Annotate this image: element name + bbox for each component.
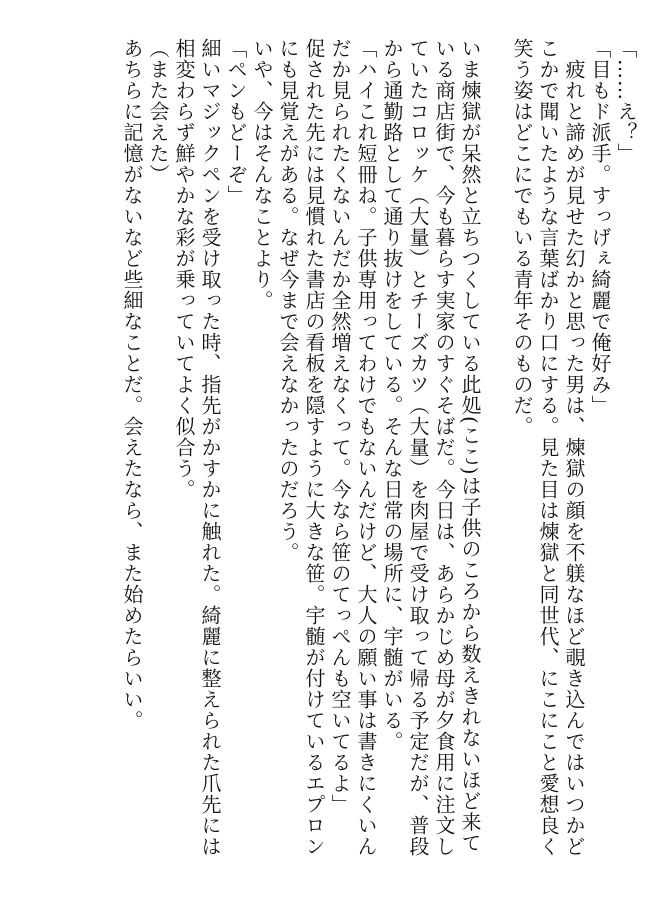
paragraph: いま煉獄が呆然と立ちつくしている此処(ここ)は子供のころから数えきれないほど来ている商店街で、今も暮らす実家のすぐそばだ。今日は、あらかじめ母が夕食用に注文していたコロッケ（大量）とチーズカツ（大量）を肉屋で受け取って帰る予定だが、普段から通勤路として通り抜けをしている。そんな日常の場所に、宇髄がいる。: [380, 38, 482, 857]
paragraph: いや、今はそんなことより。: [250, 38, 274, 311]
paragraph: 「ハイこれ短冊ね。子供専用ってわけでもないんだけど、大人の願い事は書きにくいんだか見られたくないんだか全然増えなくって。今なら笹のてっぺんも空いてるよ」: [328, 38, 378, 857]
paragraph: 「ペンもどーぞ」: [224, 38, 248, 206]
paragraph: 「目もド派手。すっげぇ綺麗で俺好み」: [588, 38, 612, 416]
paragraph: あちらに記憶がないなど些細なことだ。会えたなら、また始めたらいい。: [120, 38, 144, 731]
paragraph: 疲れと諦めが見せた幻かと思った男は、煉獄の顔を不躾なほど覗き込んではいつかどこかで聞いたような言葉ばかり口にする。見た目は煉獄と同世代、にこにこと愛想良く笑う姿はどこにでもいる青年そのものだ。: [510, 38, 586, 857]
paragraph: 「……え？」: [614, 38, 638, 164]
paragraph: （また会えた）: [146, 38, 170, 185]
paragraph: 細いマジックペンを受け取った時、指先がかすかに触れた。綺麗に整えられた爪先には相変わらず鮮やかな彩が乗っていてよく似合う。: [172, 38, 222, 857]
vertical-text-body: [119, 38, 639, 868]
paragraph: 促された先には見慣れた書店の看板を隠すように大きな笹。宇髄が付けているエプロンにも見覚えがある。なぜ今まで会えなかったのだろう。: [276, 38, 326, 857]
paragraph-spacer: [483, 38, 509, 868]
